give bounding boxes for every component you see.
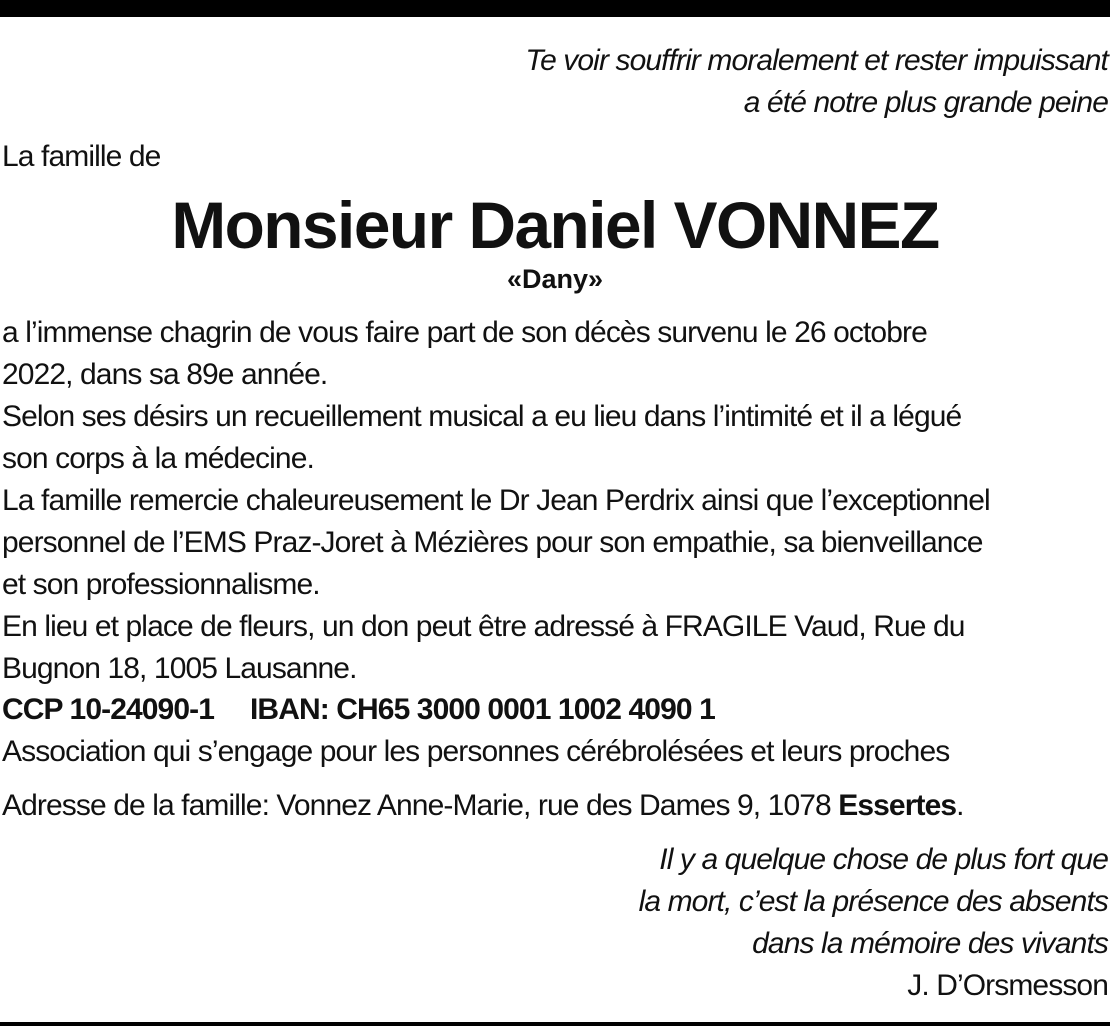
address-town: Essertes xyxy=(838,789,957,822)
deceased-name: Monsieur Daniel VONNEZ xyxy=(171,188,939,262)
association-description: Association qui s’engage pour les personnes cérébrolésées et leurs proches xyxy=(2,735,950,768)
paragraph-4-line-2: Bugnon 18, 1005 Lausanne. xyxy=(2,652,357,685)
iban-number: IBAN: CH65 3000 0001 1002 4090 1 xyxy=(250,693,715,726)
quote-line-1: Il y a quelque chose de plus fort que xyxy=(659,843,1108,876)
paragraph-1-line-1: a l’immense chagrin de vous faire part de son décès survenu le 26 octobre xyxy=(2,316,927,349)
donation-accounts xyxy=(2,690,715,730)
quote-line-3: dans la mémoire des vivants xyxy=(752,927,1108,960)
ccp-number: CCP 10-24090-1 xyxy=(2,693,214,726)
paragraph-2-line-1: Selon ses désirs un recueillement musical a eu lieu dans l’intimité et il a légué xyxy=(2,400,962,433)
epigraph-line-1: Te voir souffrir moralement et rester impuissant xyxy=(525,44,1108,77)
address-period: . xyxy=(956,789,964,822)
paragraph-2-line-2: son corps à la médecine. xyxy=(2,442,314,475)
epigraph-line-2: a été notre plus grande peine xyxy=(743,86,1108,119)
intro-text: La famille de xyxy=(2,140,161,173)
quote-author: J. D’Orsmesson xyxy=(907,969,1108,1002)
family-address xyxy=(2,786,964,826)
bottom-border-rule xyxy=(0,1022,1110,1026)
deceased-nickname: «Dany» xyxy=(506,264,604,294)
paragraph-3-line-1: La famille remercie chaleureusement le Dr Jean Perdrix ainsi que l’exceptionnel xyxy=(2,484,990,517)
paragraph-4-line-1: En lieu et place de fleurs, un don peut être adressé à FRAGILE Vaud, Rue du xyxy=(2,610,965,643)
paragraph-1-line-2: 2022, dans sa 89e année. xyxy=(2,358,328,391)
quote-line-2: la mort, c’est la présence des absents xyxy=(638,885,1108,918)
paragraph-3-line-2: personnel de l’EMS Praz-Joret à Mézières pour son empathie, sa bienveillance xyxy=(2,526,983,559)
address-text: Adresse de la famille: Vonnez Anne-Marie, rue des Dames 9, 1078 xyxy=(2,789,839,822)
paragraph-3-line-3: et son professionnalisme. xyxy=(2,568,320,601)
